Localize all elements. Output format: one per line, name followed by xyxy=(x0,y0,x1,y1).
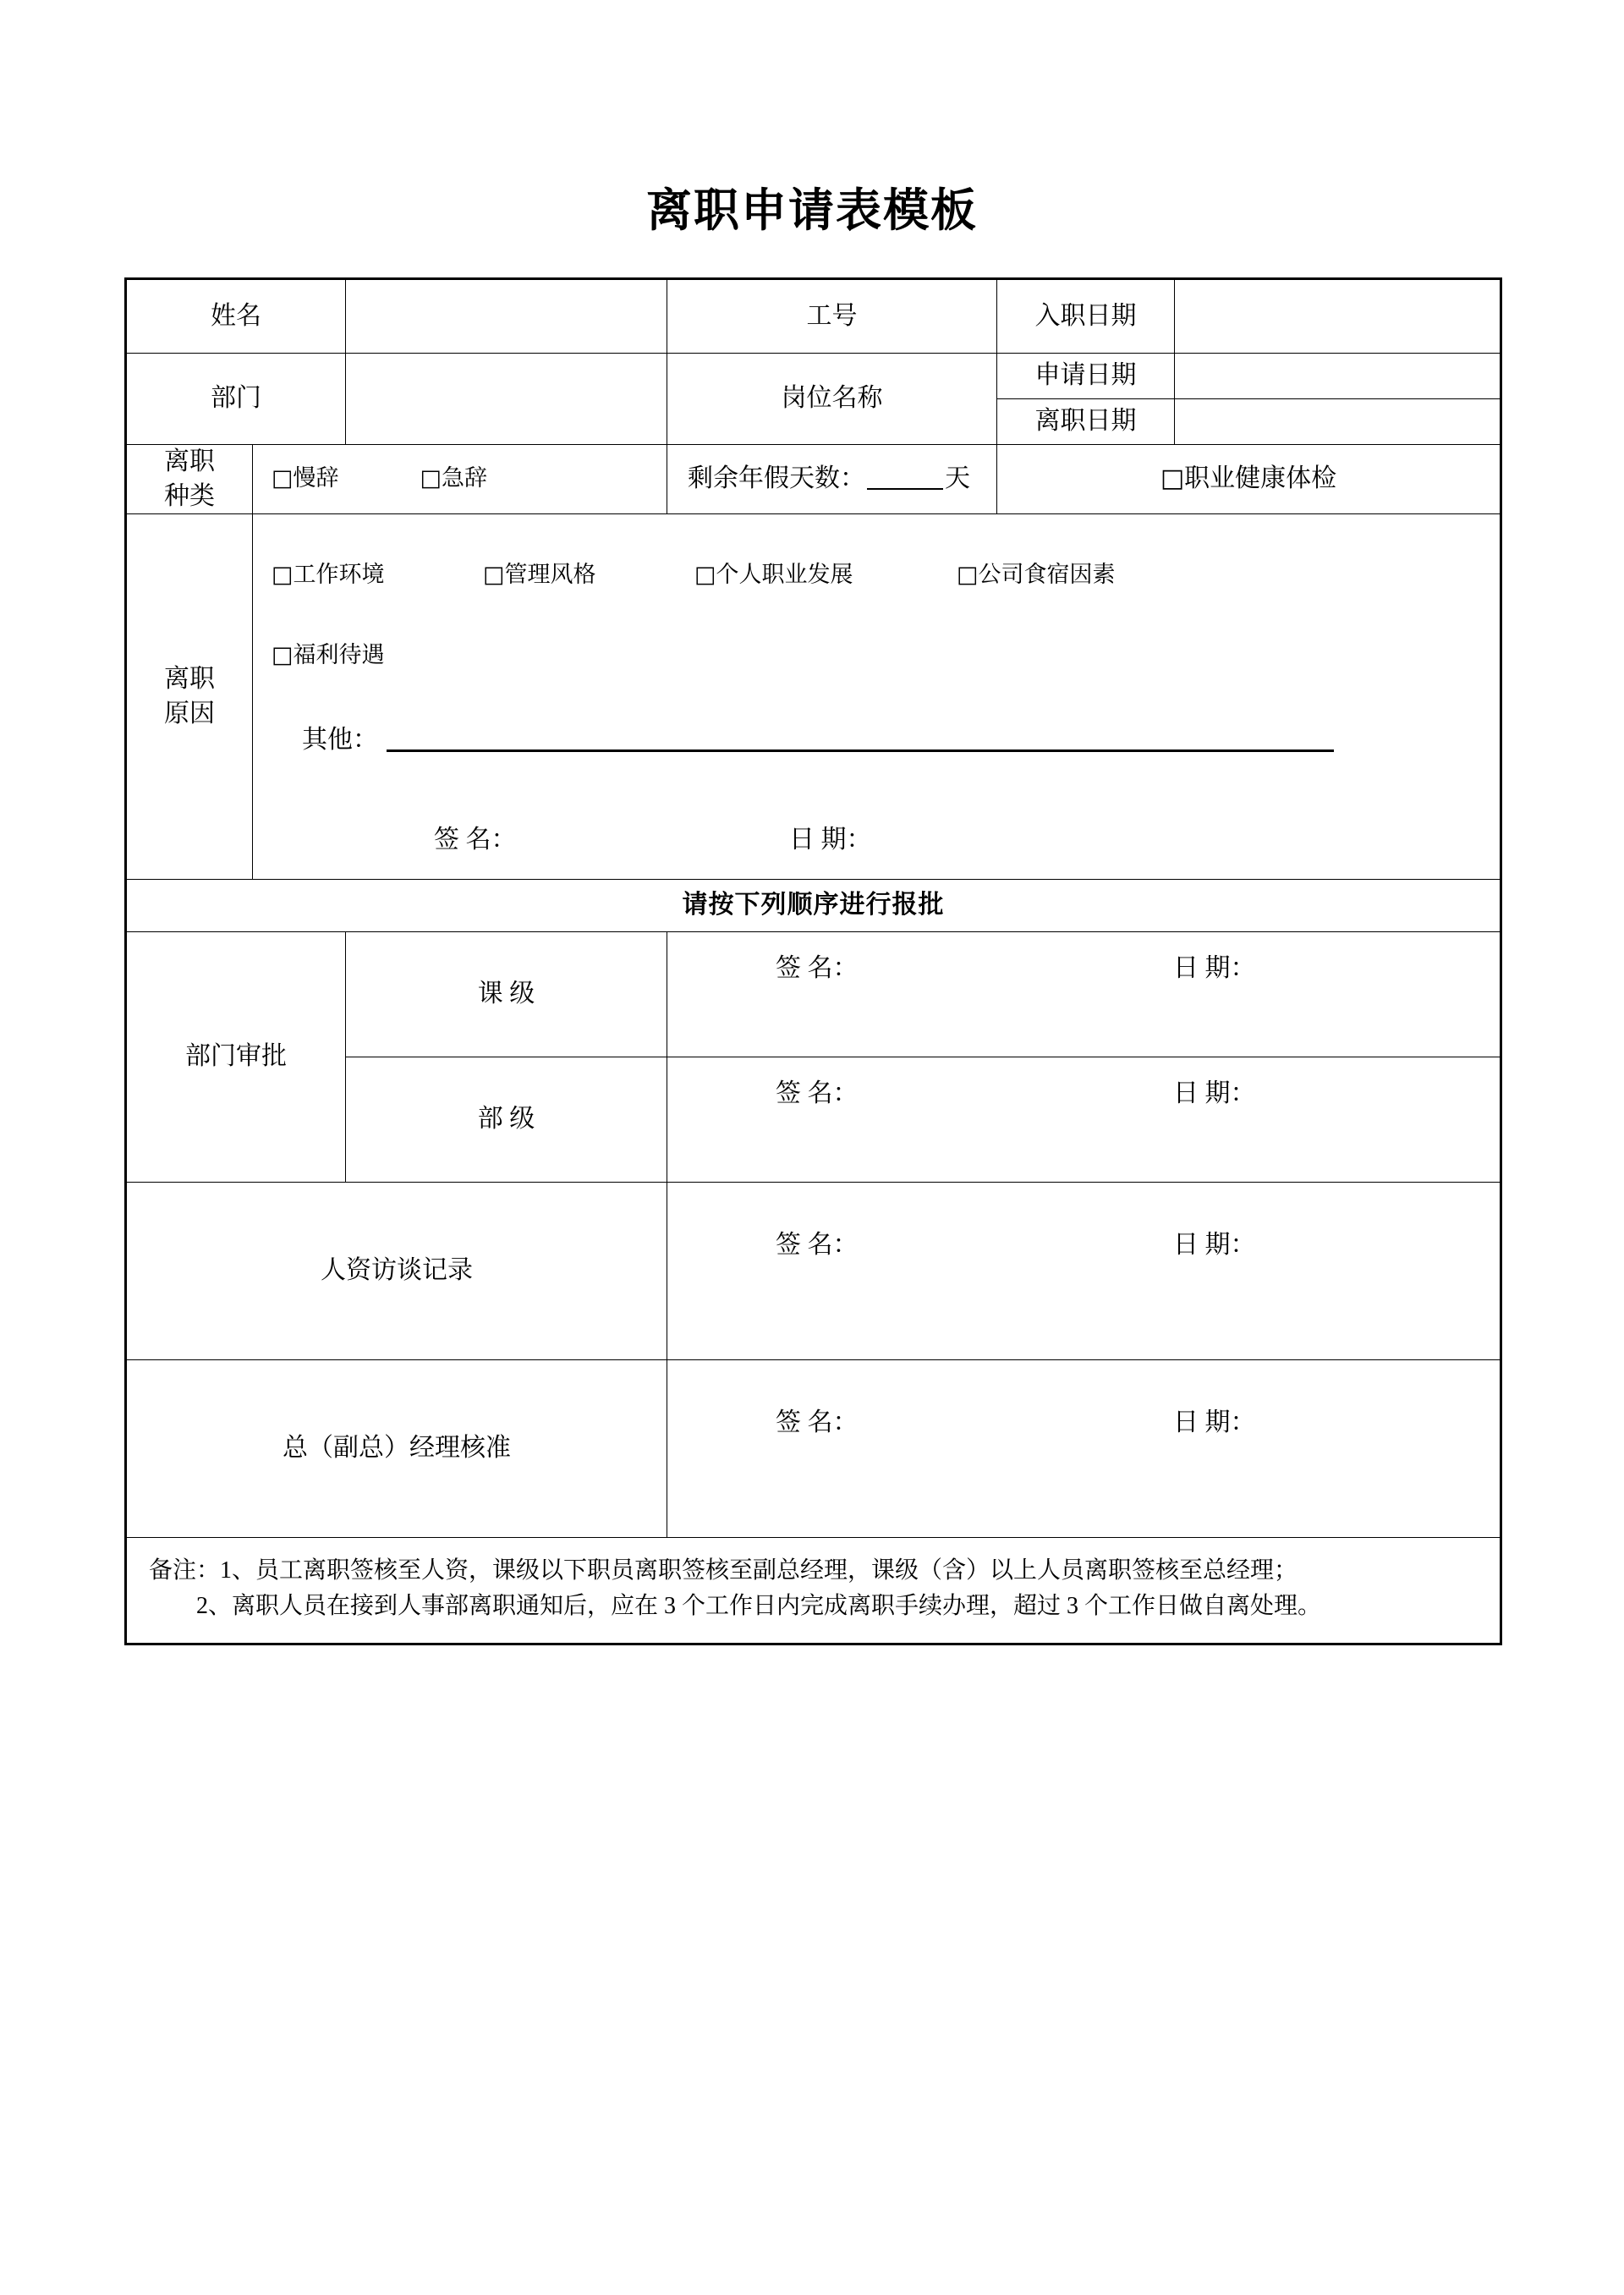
label-hire-date: 入职日期 xyxy=(997,279,1175,354)
checkbox-slow-resign[interactable]: □慢辞 xyxy=(272,465,339,492)
note-2-number: 2、 xyxy=(196,1593,233,1620)
label-resign-reason xyxy=(126,514,253,880)
gm-approval-date-label[interactable]: 日 期： xyxy=(1173,1408,1256,1437)
other-input-rule[interactable] xyxy=(387,749,1334,752)
other-label: 其他： xyxy=(302,725,378,754)
resign-type-options xyxy=(253,445,667,514)
label-gm-approval: 总（副总）经理核准 xyxy=(126,1360,667,1538)
label-resign-reason-line1: 离职 xyxy=(164,665,215,694)
label-division-level: 部 级 xyxy=(346,1057,667,1183)
field-name[interactable] xyxy=(346,279,667,354)
label-position: 岗位名称 xyxy=(667,354,997,445)
table-row xyxy=(126,514,1501,880)
gm-approval-signature-label[interactable]: 签 名： xyxy=(776,1408,859,1437)
page-title: 离职申请表模板 xyxy=(646,185,978,236)
resign-reason-body xyxy=(253,514,1501,880)
gm-approval-cell xyxy=(667,1360,1501,1538)
label-name: 姓名 xyxy=(126,279,346,354)
label-section-level: 课 级 xyxy=(346,932,667,1057)
section-level-approval-cell xyxy=(667,932,1501,1057)
label-resign-type-line1: 离职 xyxy=(164,447,215,476)
table-row xyxy=(126,1360,1501,1538)
section-level-signature-label[interactable]: 签 名： xyxy=(776,954,859,983)
hr-interview-date-label[interactable]: 日 期： xyxy=(1173,1231,1256,1260)
checkbox-welfare-benefits[interactable]: □福利待遇 xyxy=(272,642,385,669)
table-row xyxy=(126,354,1501,399)
approval-order-notice: 请按下列顺序进行报批 xyxy=(126,880,1501,932)
resignation-form xyxy=(124,277,1500,1645)
applicant-date-label[interactable]: 日 期： xyxy=(789,826,872,854)
table-row xyxy=(126,1183,1501,1360)
division-level-signature-label[interactable]: 签 名： xyxy=(776,1079,859,1108)
checkbox-management-style[interactable]: □管理风格 xyxy=(483,561,596,588)
label-employee-id: 工号 xyxy=(667,279,997,354)
annual-leave-input[interactable] xyxy=(867,488,943,490)
label-leave-date: 离职日期 xyxy=(997,399,1175,445)
table-row xyxy=(126,932,1501,1057)
annual-leave-unit: 天 xyxy=(945,464,970,493)
note-1-text: 员工离职签核至人资，课级以下职员离职签核至副总经理，课级（含）以上人员离职签核至总经理； xyxy=(255,1557,1298,1584)
note-2-text: 离职人员在接到人事部离职通知后，应在 3 个工作日内完成离职手续办理，超过 3 个工作日做自离处理。 xyxy=(232,1593,1322,1620)
label-apply-date: 申请日期 xyxy=(997,354,1175,399)
field-department[interactable] xyxy=(346,354,667,445)
notes-prefix: 备注：1、 xyxy=(149,1557,256,1584)
label-hr-interview: 人资访谈记录 xyxy=(126,1183,667,1360)
table-row xyxy=(126,880,1501,932)
checkbox-health-check[interactable]: □职业健康体检 xyxy=(997,445,1501,514)
division-level-date-label[interactable]: 日 期： xyxy=(1173,1079,1256,1108)
checkbox-career-development[interactable]: □个人职业发展 xyxy=(694,561,853,588)
label-department-approval: 部门审批 xyxy=(126,932,346,1183)
table-row xyxy=(126,279,1501,354)
form-table xyxy=(124,277,1502,1645)
annual-leave-remaining xyxy=(667,445,997,514)
label-department: 部门 xyxy=(126,354,346,445)
resign-reason-options-row1 xyxy=(272,560,1500,590)
label-resign-type-line2: 种类 xyxy=(164,481,215,510)
applicant-signature-row xyxy=(272,757,1500,858)
resign-reason-options-row2 xyxy=(272,638,1500,673)
label-resign-type xyxy=(126,445,253,514)
notes-cell xyxy=(126,1538,1501,1644)
table-row xyxy=(126,1538,1501,1644)
note-item xyxy=(149,1553,1478,1589)
division-level-approval-cell xyxy=(667,1057,1501,1183)
resign-reason-other xyxy=(272,723,1500,758)
field-apply-date[interactable] xyxy=(1175,354,1501,399)
annual-leave-label: 剩余年假天数： xyxy=(688,464,865,493)
hr-interview-signature-label[interactable]: 签 名： xyxy=(776,1231,859,1260)
checkbox-company-accommodation[interactable]: □公司食宿因素 xyxy=(957,561,1116,588)
checkbox-urgent-resign[interactable]: □急辞 xyxy=(420,465,488,492)
applicant-signature-label[interactable]: 签 名： xyxy=(434,826,517,854)
section-level-date-label[interactable]: 日 期： xyxy=(1173,954,1256,983)
field-hire-date[interactable] xyxy=(1175,279,1501,354)
label-resign-reason-line2: 原因 xyxy=(164,699,215,727)
hr-interview-cell xyxy=(667,1183,1501,1360)
checkbox-work-environment[interactable]: □工作环境 xyxy=(272,561,385,588)
table-row xyxy=(126,445,1501,514)
field-leave-date[interactable] xyxy=(1175,399,1501,445)
note-item xyxy=(149,1589,1478,1624)
